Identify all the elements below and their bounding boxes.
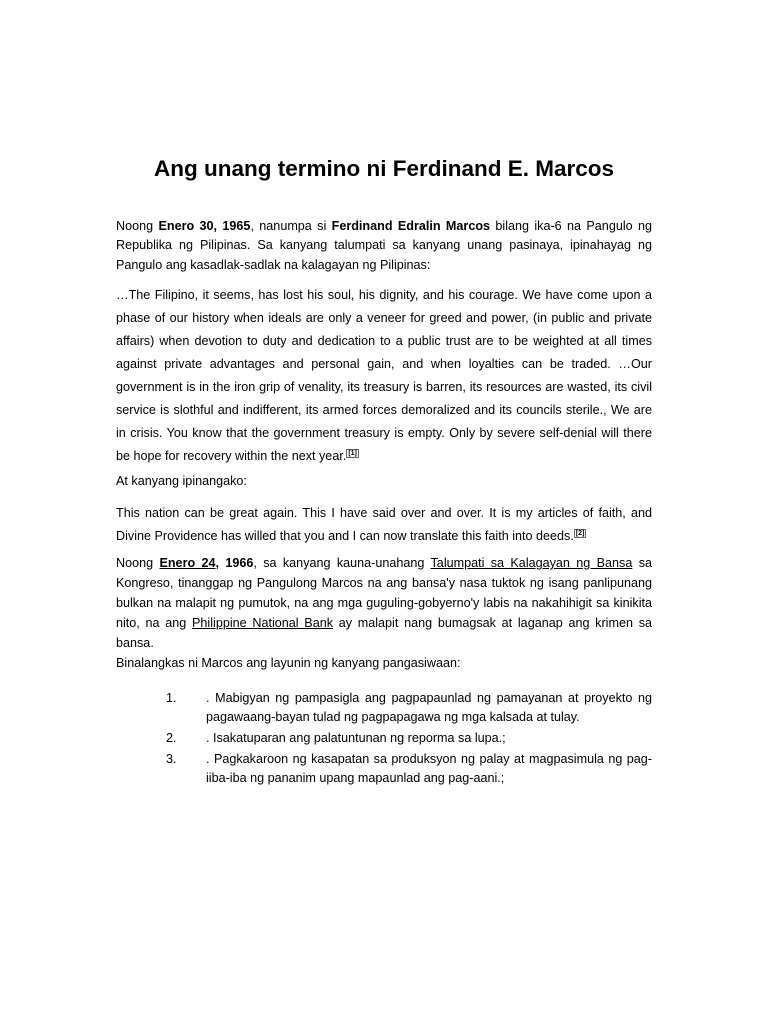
goals-list [166, 689, 652, 790]
list-text: . Mabigyan ng pampasigla ang pagpapaunlad ng pamayanan at proyekto ng pagawaang-bayan tulad ng pagpapagawa ng mga kalsada at tulay. [206, 691, 652, 724]
quote-text: …The Filipino, it seems, has lost his soul, his dignity, and his courage. We have come upon a phase of our history when ideals are only a veneer for greed and power, (in public and private affairs) when devotion to duty and dedication to a public trust are to be weighted at all times against private advantages and personal gain, and when loyalties can be traded. …Our government is in the iron grip of venality, its treasury is barren, its resources are wasted, its civil service is slothful and indifferent, its armed forces demoralized and its councils sterile., We are in crisis. You know that the government treasury is empty. Only by severe self-denial will there be hope for recovery within the next year. [116, 288, 652, 463]
promise-intro: At kanyang ipinangako: [116, 474, 247, 488]
list-text: . Isakatuparan ang palatuntunan ng reporma sa lupa.; [206, 731, 506, 745]
promise-quote [116, 502, 652, 548]
quote-text: This nation can be great again. This I have said over and over. It is my articles of faith, and Divine Providence has willed that you and I can now translate this faith into deeds. [116, 506, 652, 543]
pnb-link[interactable]: Philippine National Bank [192, 616, 333, 630]
date-link[interactable]: Enero 24 [159, 556, 216, 570]
list-number: 1. [166, 691, 177, 705]
state-of-nation-paragraph [116, 553, 652, 653]
text-run: Noong [116, 219, 159, 233]
page-title: Ang unang termino ni Ferdinand E. Marcos [153, 156, 615, 181]
intro-paragraph [116, 217, 652, 275]
list-number: 3. [166, 752, 177, 766]
text-run: sa Kongreso, tinanggap ng Pangulong Marcos na ang bansa'y nasa tuktok ng isang panlipunang bulkan na malapit ng pumutok, na ang mga guguling-gobyerno'y labis na nakahihigit sa kinikita nito, na ang [116, 556, 652, 630]
list-item [166, 689, 652, 727]
text-run: ay malapit nang bumagsak at laganap ang krimen sa bansa. [116, 616, 652, 650]
list-number: 2. [166, 731, 177, 745]
text-run: Noong [116, 556, 160, 570]
year-bold: , 1966 [215, 556, 254, 570]
name-bold: Ferdinand Edralin Marcos [331, 219, 491, 233]
date-bold: Enero 30, 1965 [158, 219, 251, 233]
footnote-link-1[interactable]: [1] [348, 449, 357, 457]
text-run: bilang ika-6 na Pangulo ng Republika ng Pilipinas. Sa kanyang talumpati sa kanyang unang pasinaya, ipinahayag ng Pangulo ang kasadlak-sadlak na kalagayan ng Pilipinas: [116, 219, 652, 272]
inaugural-quote [116, 284, 652, 468]
speech-link[interactable]: Talumpati sa Kalagayan ng Bansa [430, 556, 633, 570]
goals-intro: Binalangkas ni Marcos ang layunin ng kanyang pangasiwaan: [116, 656, 461, 670]
text-run: , nanumpa si [250, 219, 332, 233]
list-text: . Pagkakaroon ng kasapatan sa produksyon ng palay at magpasimula ng pag-iiba-iba ng pananim upang mapaunlad ang pag-aani.; [206, 752, 652, 785]
list-item [166, 750, 652, 788]
list-item [166, 729, 652, 748]
footnote-link-2[interactable]: [2] [575, 529, 585, 537]
text-run: , sa kanyang kauna-unahang [253, 556, 431, 570]
